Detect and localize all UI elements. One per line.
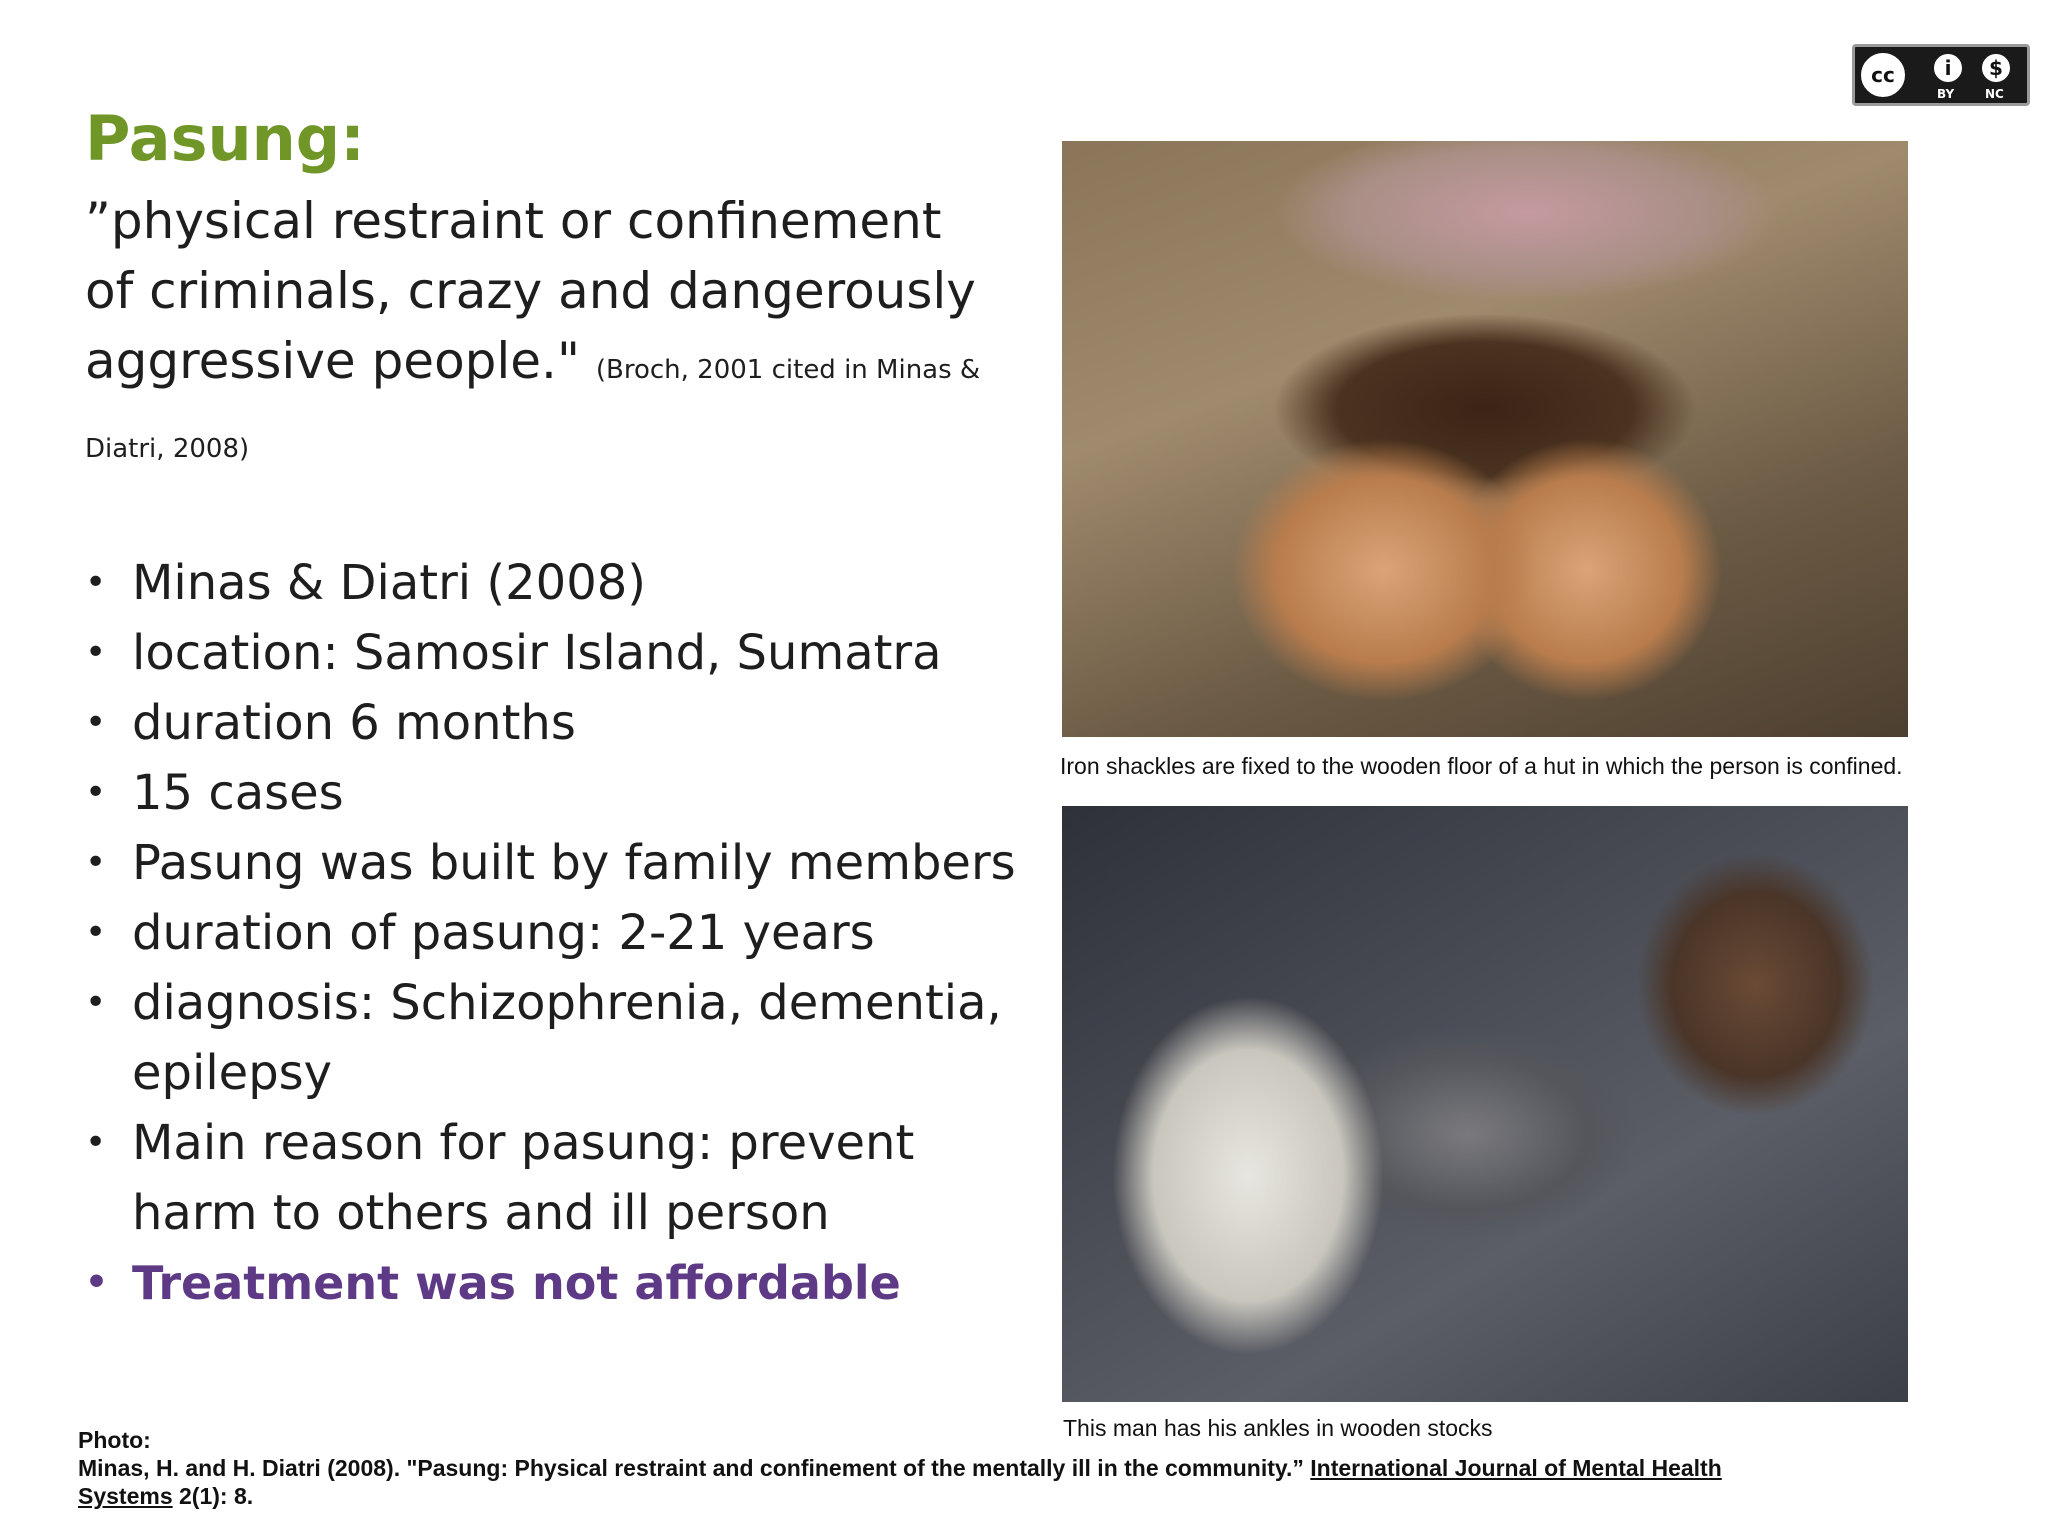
bullet-text: location: Samosir Island, Sumatra — [132, 625, 942, 681]
bullet-dot-icon: • — [85, 842, 107, 883]
photo-credit-reference — [78, 1454, 1778, 1510]
nc-label: NC — [1985, 87, 2004, 101]
highlight-list-item — [85, 1248, 1045, 1318]
shackles-photo-caption: Iron shackles are fixed to the wooden floor of a hut in which the person is confined. — [1060, 753, 1903, 779]
bullet-dot-icon: • — [85, 562, 107, 603]
photo-credit — [78, 1426, 1778, 1510]
list-item — [85, 1108, 1045, 1248]
definition-text: ”physical restraint or confinement of criminals, crazy and dangerously aggressive people." — [85, 192, 976, 390]
bullet-dot-icon: • — [85, 1262, 109, 1303]
definition-citation: (Broch, 2001 cited in Minas & Diatri, 2008) — [85, 355, 981, 464]
shackles-photo — [1062, 141, 1908, 737]
list-item — [85, 898, 1045, 968]
definition-quote — [85, 186, 985, 484]
bullet-dot-icon: • — [85, 772, 107, 813]
highlight-bullet-text: Treatment was not affordable — [132, 1256, 901, 1310]
nc-icon: $ — [1979, 51, 2013, 85]
list-item — [85, 968, 1045, 1108]
bullet-text: Pasung was built by family members — [132, 835, 1016, 891]
bullet-dot-icon: • — [85, 982, 107, 1023]
list-item — [85, 758, 1045, 828]
bullet-text: Main reason for pasung: prevent harm to others and ill person — [132, 1115, 915, 1241]
bullet-text: 15 cases — [132, 765, 344, 821]
wooden-stocks-photo — [1062, 806, 1908, 1402]
bullet-list — [85, 548, 1045, 1318]
creative-commons-badge — [1852, 44, 2030, 106]
reference-text: Minas, H. and H. Diatri (2008). "Pasung: Physical restraint and confinement of the mentally ill in the community.” — [78, 1455, 1311, 1481]
journal-volume: 2(1): 8. — [172, 1483, 254, 1509]
bullet-dot-icon: • — [85, 702, 107, 743]
list-item — [85, 688, 1045, 758]
list-item — [85, 828, 1045, 898]
stocks-photo-caption: This man has his ankles in wooden stocks — [1063, 1415, 1493, 1441]
bullet-dot-icon: • — [85, 912, 107, 953]
list-item — [85, 548, 1045, 618]
bullet-text: duration of pasung: 2-21 years — [132, 905, 875, 961]
bullet-text: diagnosis: Schizophrenia, dementia, epilepsy — [132, 975, 1002, 1101]
bullet-text: Minas & Diatri (2008) — [132, 555, 647, 611]
bullet-dot-icon: • — [85, 1122, 107, 1163]
bullet-text: duration 6 months — [132, 695, 576, 751]
slide-title: Pasung: — [85, 102, 365, 175]
cc-icon: cc — [1858, 50, 1908, 100]
by-icon: i — [1931, 51, 1965, 85]
journal-link[interactable]: International Journal of Mental Health Systems — [78, 1455, 1722, 1509]
list-item — [85, 618, 1045, 688]
photo-credit-label: Photo: — [78, 1427, 151, 1453]
bullet-dot-icon: • — [85, 632, 107, 673]
by-label: BY — [1937, 87, 1955, 101]
